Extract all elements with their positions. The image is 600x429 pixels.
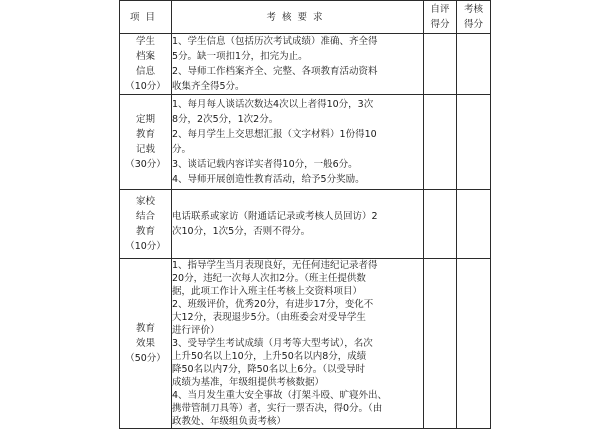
requirement-line: 3、谈话记载内容详实者得10分，一般6分。 <box>172 159 358 170</box>
requirements-home-school <box>172 190 424 259</box>
exam-score-cell[interactable] <box>457 259 491 429</box>
category-line: 家校 <box>135 196 155 207</box>
requirement-line: 政教处、年级组负责考核） <box>172 416 287 427</box>
row-student-files <box>120 34 491 95</box>
self-score-cell[interactable] <box>424 95 457 190</box>
category-line: 教育 <box>135 129 155 140</box>
requirement-line: 4、导师开展创造性教育活动，给予5分奖励。 <box>172 174 365 185</box>
requirement-line: 据，此项工作计入班主任考核上交资料项目） <box>172 286 363 297</box>
header-self-score <box>424 1 457 34</box>
category-line: （10分） <box>125 81 166 92</box>
header-self-score-line-2: 得分 <box>430 19 450 30</box>
category-line: 效果 <box>135 338 155 349</box>
requirement-line: 8分，2次5分，1次2分。 <box>172 114 279 125</box>
header-item: 项目 <box>120 1 172 34</box>
category-line: （30分） <box>125 159 166 170</box>
category-line: 记载 <box>135 144 155 155</box>
requirement-line: 降50名以内7分，降50名以上6分。（以受导时 <box>172 364 366 375</box>
requirement-line: 20分，违纪一次每人次扣2分。（班主任提供数 <box>172 273 366 284</box>
row-home-school <box>120 190 491 259</box>
category-home-school <box>120 190 172 259</box>
header-exam-score-line-1: 考核 <box>463 4 483 15</box>
requirements-regular-education <box>172 95 424 190</box>
requirement-line: 3、受导学生考试成绩（月考等大型考试），名次 <box>172 338 373 349</box>
category-line: 定期 <box>135 114 155 125</box>
requirement-line: 上升50名以上10分，上升50名以内8分，成绩 <box>172 351 367 362</box>
header-exam-score-line-2: 得分 <box>463 19 483 30</box>
category-line: 结合 <box>135 211 155 222</box>
requirement-line: 2、每月学生上交思想汇报（文字材料）1份得10 <box>172 129 377 140</box>
row-education-effect <box>120 259 491 429</box>
category-line: （50分） <box>125 353 166 364</box>
exam-score-cell[interactable] <box>457 190 491 259</box>
self-score-cell[interactable] <box>424 190 457 259</box>
category-line: 档案 <box>135 51 155 62</box>
category-student-files <box>120 34 172 95</box>
category-line: 教育 <box>135 323 155 334</box>
category-education-effect <box>120 259 172 429</box>
category-line: 学生 <box>135 36 155 47</box>
exam-score-cell[interactable] <box>457 34 491 95</box>
requirements-student-files <box>172 34 424 95</box>
self-score-cell[interactable] <box>424 34 457 95</box>
requirement-line: 1、每月每人谈话次数达4次以上者得10分，3次 <box>172 99 374 110</box>
exam-score-cell[interactable] <box>457 95 491 190</box>
requirement-line: 收集齐全得5分。 <box>172 81 245 92</box>
requirement-line: 2、导师工作档案齐全、完整、各项教育活动资料 <box>172 66 378 77</box>
assessment-table <box>119 0 491 429</box>
requirement-line: 2、班级评价，优秀20分，有进步17分，变化不 <box>172 299 374 310</box>
category-line: 教育 <box>135 226 155 237</box>
requirement-line: 携带管制刀具等）者，实行一票否决，得0分。（由 <box>172 403 383 414</box>
header-row <box>120 1 491 34</box>
category-regular-education <box>120 95 172 190</box>
requirement-line: 分。 <box>172 144 192 155</box>
requirement-line: 进行评价） <box>172 325 220 336</box>
header-self-score-line-1: 自评 <box>430 4 450 15</box>
requirement-line: 5分。缺一项扣1分，扣完为止。 <box>172 51 308 62</box>
header-exam-score <box>457 1 491 34</box>
requirement-line: 电话联系或家访（附通话记录或考核人员回访）2 <box>172 211 378 222</box>
header-requirements: 考核要求 <box>172 1 424 34</box>
row-regular-education <box>120 95 491 190</box>
requirement-line: 4、当月发生重大安全事故（打架斗殴、旷寝外出、 <box>172 390 388 401</box>
requirement-line: 1、学生信息（包括历次考试成绩）准确、齐全得 <box>172 36 378 47</box>
self-score-cell[interactable] <box>424 259 457 429</box>
requirement-line: 成绩为基准，年级组提供考核数据） <box>172 377 325 388</box>
requirement-line: 大12分，表现退步5分。（由班委会对受导学生 <box>172 312 366 323</box>
requirement-line: 1、指导学生当月表现良好，无任何违纪记录者得 <box>172 260 378 271</box>
category-line: 信息 <box>135 66 155 77</box>
requirement-line: 次10分，1次5分，否则不得分。 <box>172 226 311 237</box>
requirements-education-effect <box>172 259 424 429</box>
category-line: （10分） <box>125 241 166 252</box>
